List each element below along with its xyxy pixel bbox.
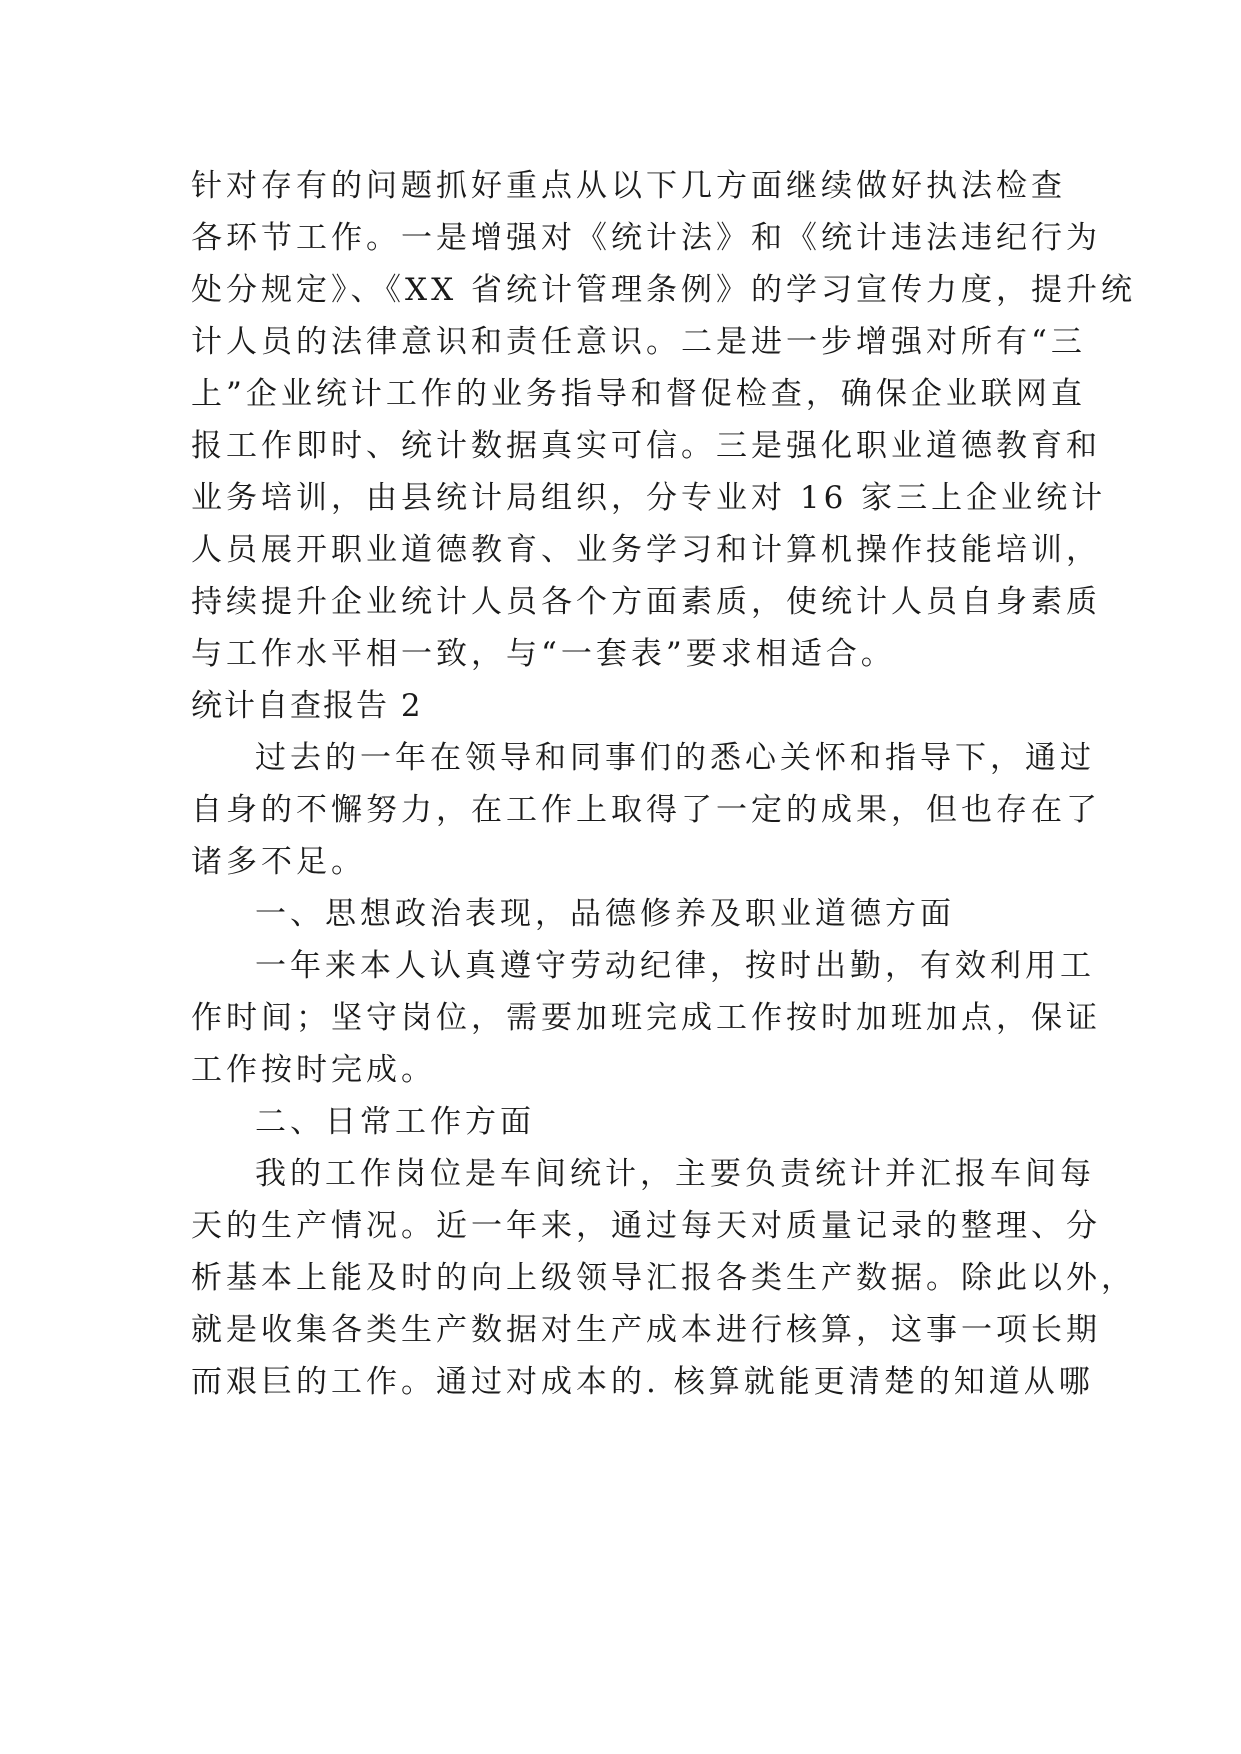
body-text-line: 工作按时完成。 xyxy=(191,1052,436,1088)
body-text-line: 析基本上能及时的向上级领导汇报各类生产数据。除此以外， xyxy=(191,1260,1136,1296)
body-text-line: 持续提升企业统计人员各个方面素质，使统计人员自身素质 xyxy=(191,584,1101,620)
body-text-line: 人员展开职业道德教育、业务学习和计算机操作技能培训， xyxy=(191,532,1101,568)
body-text-line: 我的工作岗位是车间统计，主要负责统计并汇报车间每 xyxy=(255,1156,1095,1192)
subsection-heading: 一、思想政治表现，品德修养及职业道德方面 xyxy=(255,896,955,932)
subsection-heading: 二、日常工作方面 xyxy=(255,1104,535,1140)
body-text-line: 处分规定》、《XX 省统计管理条例》的学习宣传力度，提升统 xyxy=(191,272,1136,308)
body-text-line: 报工作即时、统计数据真实可信。三是强化职业道德教育和 xyxy=(191,428,1101,464)
body-text-line: 与工作水平相一致，与“一套表”要求相适合。 xyxy=(191,636,896,672)
body-text-line: 作时间；坚守岗位，需要加班完成工作按时加班加点，保证 xyxy=(191,1000,1101,1036)
body-text-line: 就是收集各类生产数据对生产成本进行核算，这事一项长期 xyxy=(191,1312,1101,1348)
body-text-line: 计人员的法律意识和责任意识。二是进一步增强对所有“三 xyxy=(191,324,1086,360)
document-page xyxy=(191,160,1136,1408)
body-text-line: 过去的一年在领导和同事们的悉心关怀和指导下，通过 xyxy=(255,740,1095,776)
body-text-line: 上”企业统计工作的业务指导和督促检查，确保企业联网直 xyxy=(191,376,1086,412)
body-text-line: 针对存有的问题抓好重点从以下几方面继续做好执法检查 xyxy=(191,168,1066,204)
body-text-line: 业务培训，由县统计局组织，分专业对 16 家三上企业统计 xyxy=(191,480,1107,516)
body-text-line: 自身的不懈努力，在工作上取得了一定的成果，但也存在了 xyxy=(191,792,1101,828)
body-text-line: 诸多不足。 xyxy=(191,844,366,880)
body-text-line: 一年来本人认真遵守劳动纪律，按时出勤，有效利用工 xyxy=(255,948,1095,984)
section-title: 统计自查报告 2 xyxy=(191,688,423,724)
body-text-line: 天的生产情况。近一年来，通过每天对质量记录的整理、分 xyxy=(191,1208,1101,1244)
body-text-line: 而艰巨的工作。通过对成本的. 核算就能更清楚的知道从哪 xyxy=(191,1364,1094,1400)
body-text-line: 各环节工作。一是增强对《统计法》和《统计违法违纪行为 xyxy=(191,220,1101,256)
